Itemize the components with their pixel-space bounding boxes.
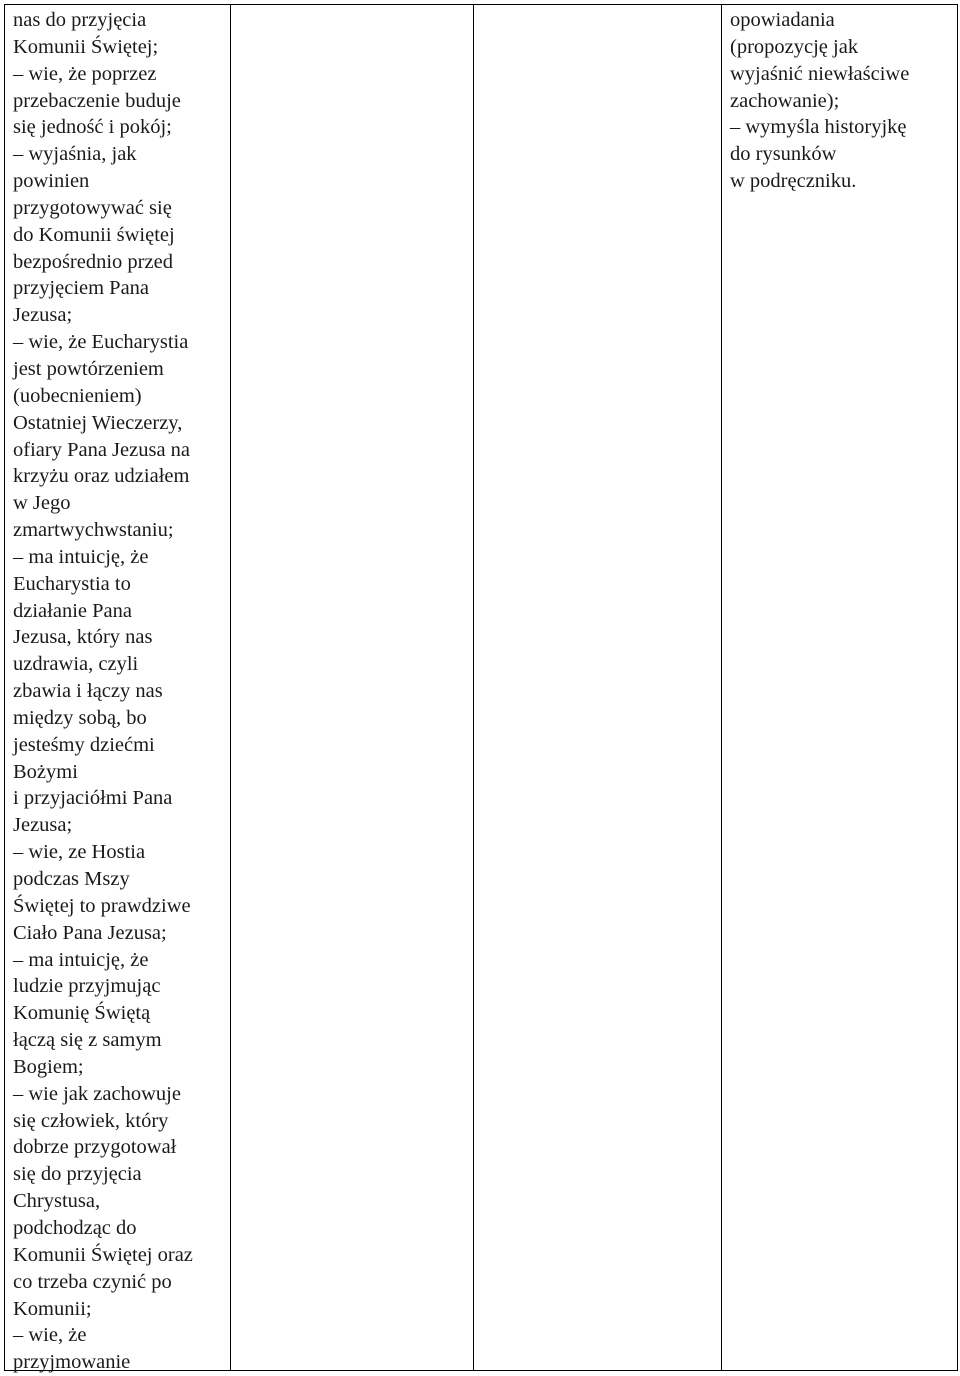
text-line: Komunię Świętą [13,1002,151,1025]
text-line: Komunii Świętej oraz [13,1243,193,1266]
text-line: działanie Pana [13,599,132,622]
text-line: – wie, że Eucharystia [13,331,189,354]
text-line: Bogiem; [13,1055,84,1078]
text-line: – ma intuicję, że [13,545,149,568]
text-line: i przyjaciółmi Pana [13,787,173,810]
text-line: się do przyjęcia [13,1163,142,1186]
text-line: (uobecnieniem) [13,384,142,407]
text-line: się człowiek, który [13,1109,169,1132]
text-line: Bożymi [13,760,78,783]
text-line: zmartwychwstaniu; [13,519,174,542]
text-line: Ostatniej Wieczerzy, [13,411,183,434]
text-line: Jezusa; [13,304,73,327]
table-column-3 [474,5,722,1370]
text-line: bezpośrednio przed [13,250,173,273]
text-line: Komunii; [13,1297,92,1320]
text-line: krzyżu oraz udziałem [13,465,190,488]
text-line: powinien [13,170,90,193]
text-line: przebaczenie buduje [13,89,181,112]
content-table [4,4,958,1374]
table-column-4 [722,5,957,1370]
text-line: do Komunii świętej [13,223,175,246]
text-line: ofiary Pana Jezusa na [13,438,191,461]
text-line: dobrze przygotował [13,1136,177,1159]
text-line: – wie jak zachowuje [13,1082,181,1105]
text-line: Ciało Pana Jezusa; [13,921,167,944]
text-line: (propozycję jak [730,35,859,58]
text-line: – wyjaśnia, jak [13,143,137,166]
text-line: co trzeba czynić po [13,1270,172,1293]
text-line: przyjmowanie [13,1351,131,1374]
text-line: w Jego [13,492,71,515]
text-line: ludzie przyjmując [13,975,161,998]
text-line: przyjęciem Pana [13,277,150,300]
text-line: zbawia i łączy nas [13,680,163,703]
text-line: przygotowywać się [13,196,172,219]
text-line: się jedność i pokój; [13,116,172,139]
text-line: – wie, że [13,1324,87,1347]
text-line: Świętej to prawdziwe [13,894,191,917]
text-line: Jezusa; [13,814,73,837]
text-line: wyjaśnić niewłaściwe [730,62,910,85]
table-column-2 [231,5,474,1370]
text-line: w podręczniku. [730,170,857,193]
text-line: jest powtórzeniem [13,357,164,380]
text-line: – ma intuicję, że [13,948,149,971]
text-line: Chrystusa, [13,1190,101,1213]
text-line: – wymyśla historyjkę [730,116,907,139]
text-line: Eucharystia to [13,572,131,595]
text-line: Komunii Świętej; [13,35,159,58]
text-line: między sobą, bo [13,706,147,729]
text-line: uzdrawia, czyli [13,653,139,676]
text-line: – wie, ze Hostia [13,841,146,864]
text-line: zachowanie); [730,89,840,112]
table-column-1 [5,5,231,1374]
text-line: do rysunków [730,143,837,166]
text-line: Jezusa, który nas [13,626,153,649]
text-line: opowiadania [730,9,835,31]
text-line: podchodząc do [13,1216,137,1239]
text-line: jesteśmy dziećmi [13,733,155,756]
text-line: – wie, że poprzez [13,62,157,85]
text-line: łączą się z samym [13,1029,162,1052]
text-line: podczas Mszy [13,868,130,890]
text-line: nas do przyjęcia [13,9,147,31]
